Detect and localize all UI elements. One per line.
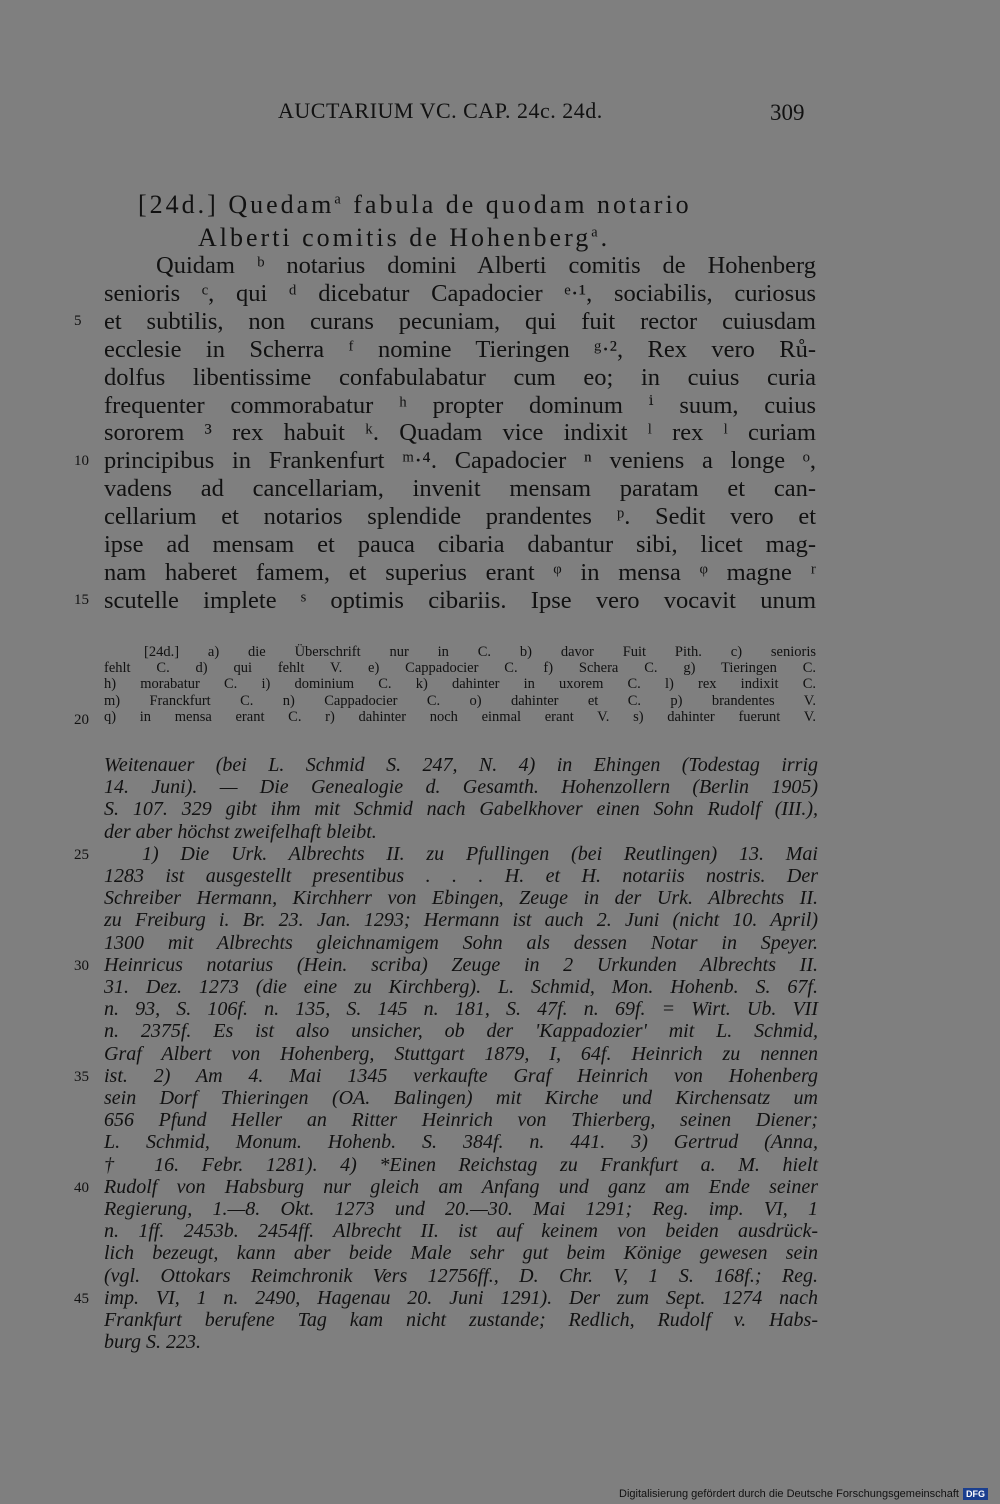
footnote-line: (vgl. Ottokars Reimchronik Vers 12756ff., D. Chr. V, 1 S. 168f.; Reg. (104, 1264, 818, 1287)
footnote-line: n. 1ff. 2453b. 2454ff. Albrecht II. ist auf keinem von beiden ausdrück- (104, 1220, 818, 1243)
page-number: 309 (770, 100, 805, 125)
footnote-line: der aber höchst zweifelhaft bleibt. (104, 820, 377, 843)
main-text-line: principibus in Frankenfurt ᵐ·⁴. Capadocier ⁿ veniens a longe ᵒ, (104, 447, 816, 475)
main-text-line: senioris ᶜ, qui ᵈ dicebatur Capadocier ᵉ·¹, sociabilis, curiosus (104, 279, 816, 307)
footnote-line: L. Schmid, Monum. Hohenb. S. 384f. n. 441. 3) Gertrud (Anna, (104, 1131, 818, 1154)
chapter-heading (138, 188, 692, 254)
main-text-line: scutelle implete ˢ optimis cibariis. Ipse vero vocavit unum (104, 586, 816, 614)
footnote-line: Rudolf von Habsburg nur gleich am Anfang und ganz am Ende seiner (104, 1175, 818, 1198)
footnote-line: Frankfurt berufene Tag kam nicht zustande; Redlich, Rudolf v. Habs- (104, 1309, 818, 1332)
footnote-line: 1300 mit Albrechts gleichnamigem Sohn als dessen Notar in Speyer. (104, 931, 818, 954)
page-header (0, 98, 1000, 128)
main-text-line: et subtilis, non curans pecuniam, qui fuit rector cuiusdam (104, 307, 816, 335)
line-number: 15 (74, 592, 89, 609)
apparatus-line: h) morabatur C. i) dominium C. k) dahinter in uxorem C. l) rex indixit C. (104, 676, 816, 693)
main-text-line: sororem ³ rex habuit ᵏ. Quadam vice indixit ˡ rex ˡ curiam (104, 419, 816, 447)
footnote-line: Heinricus notarius (Hein. scriba) Zeuge in 2 Urkunden Albrechts II. (104, 953, 818, 976)
main-text (104, 252, 816, 615)
line-number: 5 (74, 313, 82, 330)
footnote-line: 31. Dez. 1273 (die eine zu Kirchberg). L. Schmid, Mon. Hohenb. S. 67f. (104, 976, 818, 999)
main-text-line: vadens ad cancellariam, invenit mensam paratam et can- (104, 475, 816, 503)
footnote-line: imp. VI, 1 n. 2490, Hagenau 20. Juni 1291). Der zum Sept. 1274 nach (104, 1286, 818, 1309)
footnote-line: zu Freiburg i. Br. 23. Jan. 1293; Hermann ist auch 2. Juni (nicht 10. April) (104, 909, 818, 932)
footnote-line: ist. 2) Am 4. Mai 1345 verkaufte Graf Heinrich von Hohenberg (104, 1064, 818, 1087)
apparatus-line: fehlt C. d) qui fehlt V. e) Cappadocier C. f) Schera C. g) Tieringen C. (104, 660, 816, 677)
main-text-line: Quidam ᵇ notarius domini Alberti comitis de Hohenberg (156, 252, 816, 279)
footnotes (104, 754, 818, 1353)
footnote-line: burg S. 223. (104, 1331, 202, 1354)
apparatus-line: q) in mensa erant C. r) dahinter noch einmal erant V. s) dahinter fuerunt V. (104, 708, 816, 725)
footnote-line: Graf Albert von Hohenberg, Stuttgart 1879, I, 64f. Heinrich zu nennen (104, 1042, 818, 1065)
main-text-line: dolfus libentissime confabulabatur cum eo; in cuius curia (104, 363, 816, 391)
line-number: 10 (74, 452, 89, 469)
main-text-line: ipse ad mensam et pauca cibaria dabantur sibi, licet mag- (104, 531, 816, 559)
digitization-footer (619, 1488, 988, 1500)
line-number: 30 (74, 958, 89, 975)
footnote-line: 656 Pfund Heller an Ritter Heinrich von Thierberg, seinen Diener; (104, 1109, 818, 1132)
footnote-line: lich bezeugt, kann aber beide Male sehr gut beim Könige gewesen sein (104, 1242, 818, 1265)
main-text-line: frequenter commorabatur ʰ propter dominum ⁱ suum, cuius (104, 391, 816, 419)
heading-line-2: Alberti comitis de Hohenberg$^a$. (198, 223, 611, 252)
running-title: AUCTARIUM VC. CAP. 24c. 24d. (278, 98, 603, 123)
footnote-line: 1283 ist ausgestellt presentibus . . . H. et H. notariis nostris. Der (104, 865, 818, 888)
main-text-line: ecclesie in Scherra ᶠ nomine Tieringen ᵍ·², Rex vero Rů- (104, 335, 816, 363)
line-number: 35 (74, 1069, 89, 1086)
line-number: 20 (74, 712, 89, 729)
footnote-line: Regierung, 1.—8. Okt. 1273 und 20.—30. Mai 1291; Reg. imp. VI, 1 (104, 1198, 818, 1221)
dfg-logo: DFG (963, 1488, 988, 1500)
funding-credit: Digitalisierung gefördert durch die Deutsche Forschungsgemeinschaft (619, 1488, 959, 1500)
line-number: 25 (74, 847, 89, 864)
apparatus-line: [24d.] a) die Überschrift nur in C. b) davor Fuit Pith. c) senioris (144, 644, 816, 660)
apparatus-line: m) Franckfurt C. n) Cappadocier C. o) dahinter et C. p) brandentes V. (104, 692, 816, 709)
footnote-line: Weitenauer (bei L. Schmid S. 247, N. 4) in Ehingen (Todestag irrig (104, 754, 818, 776)
footnote-line: n. 93, S. 106f. n. 135, S. 145 n. 181, S. 47f. n. 69f. = Wirt. Ub. VII (104, 998, 818, 1021)
footnote-line: 14. Juni). — Die Genealogie d. Gesamth. Hohenzollern (Berlin 1905) (104, 776, 818, 799)
line-number: 40 (74, 1180, 89, 1197)
footnote-line: sein Dorf Thieringen (OA. Balingen) mit Kirche und Kirchensatz um (104, 1087, 818, 1110)
critical-apparatus (104, 644, 816, 725)
footnote-line: Schreiber Hermann, Kirchherr von Ebingen, Zeuge in der Urk. Albrechts II. (104, 887, 818, 910)
footnote-line: 1) Die Urk. Albrechts II. zu Pfullingen (bei Reutlingen) 13. Mai (142, 842, 818, 865)
footnote-line: † 16. Febr. 1281). 4) *Einen Reichstag zu Frankfurt a. M. hielt (104, 1153, 818, 1176)
footnote-line: n. 2375f. Es ist also unsicher, ob der 'Kappadozier' mit L. Schmid, (104, 1020, 818, 1043)
footnote-line: S. 107. 329 gibt ihm mit Schmid nach Gabelkhover einen Sohn Rudolf (III.), (104, 798, 818, 821)
main-text-line: nam haberet famem, et superius erant ᵠ in mensa ᵠ magne ʳ (104, 558, 816, 586)
main-text-line: cellarium et notarios splendide prandentes ᵖ. Sedit vero et (104, 503, 816, 531)
line-number: 45 (74, 1291, 89, 1308)
heading-line-1: [24d.] Quedam$^a$ fabula de quodam notario (138, 190, 692, 219)
